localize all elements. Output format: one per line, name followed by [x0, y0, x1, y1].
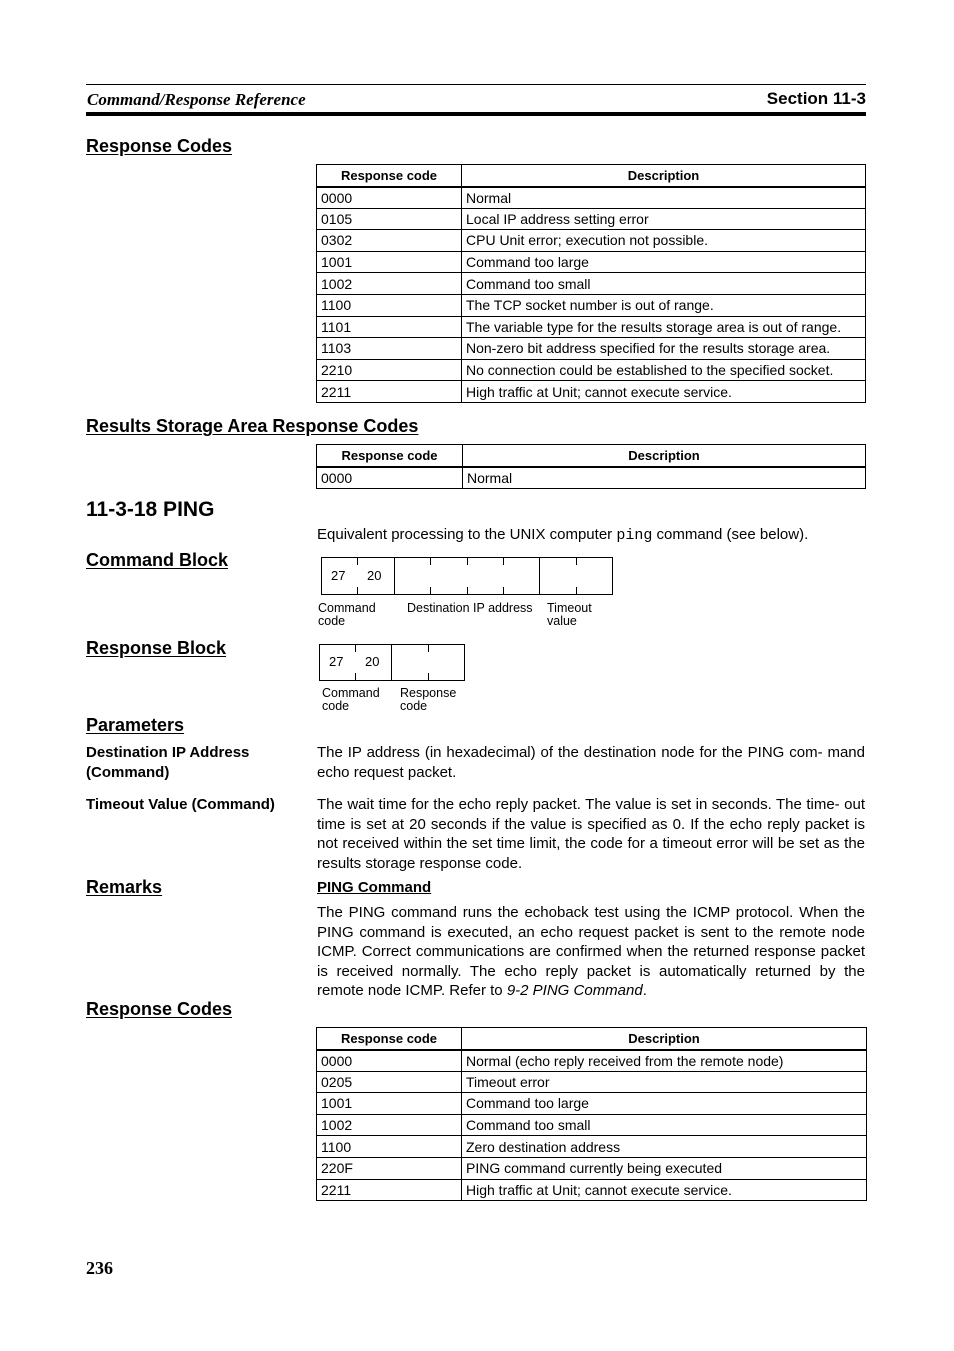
table-row: [317, 251, 866, 273]
page-number: 236: [86, 1258, 113, 1278]
description-cell: The variable type for the results storage area is out of range.: [462, 316, 866, 338]
response-block-heading: Response Block: [86, 638, 227, 658]
results-storage-table: [316, 444, 866, 489]
response-code-cell: 2210: [317, 359, 462, 381]
results-storage-heading: Results Storage Area Response Codes: [86, 416, 419, 436]
table-row: [317, 230, 866, 252]
table-row: [317, 1136, 867, 1158]
section-title: 11-3-18 PING: [86, 498, 215, 521]
col-header-code: Response code: [317, 165, 462, 187]
response-code-cell: 1100: [317, 294, 462, 316]
description-cell: Local IP address setting error: [462, 208, 866, 230]
response-byte-20: 20: [365, 654, 380, 669]
ping-response-codes-table: [316, 1027, 867, 1201]
table-row: [317, 338, 866, 360]
ping-command-subheading: PING Command: [317, 879, 432, 896]
description-cell: Normal: [462, 187, 866, 209]
remarks-heading: Remarks: [86, 877, 163, 897]
table-row: [317, 1050, 867, 1072]
response-code-cell: 0000: [317, 467, 463, 489]
description-cell: High traffic at Unit; cannot execute service.: [462, 381, 866, 403]
dest-ip-label: Destination IP address: [407, 601, 533, 615]
command-byte-27: 27: [331, 568, 346, 583]
table-row: [317, 316, 866, 338]
response-code-cell: 0105: [317, 208, 462, 230]
table-row: [317, 208, 866, 230]
table-row: [317, 1114, 867, 1136]
col-header-description: Description: [463, 445, 866, 467]
dest-ip-text: The IP address (in hexadecimal) of the destination node for the PING com- mand echo request packet.: [317, 744, 865, 781]
response-code-cell: 1100: [317, 1136, 462, 1158]
table-row: [317, 1179, 867, 1201]
header-section: Section 11-3: [766, 89, 866, 108]
description-cell: The TCP socket number is out of range.: [462, 294, 866, 316]
description-cell: Normal (echo reply received from the remote node): [462, 1050, 867, 1072]
command-code-label: Command code: [318, 601, 376, 628]
response-code-cell: 1001: [317, 251, 462, 273]
response-code-cell: 1002: [317, 273, 462, 295]
response-code-cell: 2211: [317, 1179, 462, 1201]
response-code-cell: 2211: [317, 381, 462, 403]
response-code-cell: 1002: [317, 1114, 462, 1136]
table-row: [317, 187, 866, 209]
col-header-code: Response code: [317, 445, 463, 467]
col-header-description: Description: [462, 1028, 867, 1050]
col-header-code: Response code: [317, 1028, 462, 1050]
response-code-cell: 1001: [317, 1093, 462, 1115]
description-cell: Normal: [463, 467, 866, 489]
response-code-cell: 0000: [317, 1050, 462, 1072]
response-code-label: Response code: [400, 686, 457, 713]
table-row: [317, 1157, 867, 1179]
response-command-code-label: Command code: [322, 686, 380, 713]
ping-command-reference: 9-2 PING Command: [506, 982, 643, 999]
response-code-cell: 0000: [317, 187, 462, 209]
timeout-heading: Timeout Value (Command): [86, 796, 275, 813]
response-code-cell: 0302: [317, 230, 462, 252]
response-codes-table: [316, 164, 866, 403]
table-row: [317, 359, 866, 381]
remarks-text: The PING command runs the echoback test using the ICMP protocol. When the PING command is executed, an echo request packet is sent to the remote node ICMP. Correct communications are confirmed when the returned response packet is received normally. The echo reply packet is automatically returned by the remote node ICMP. Refer to 9-2 PING Command.: [317, 904, 865, 999]
description-cell: PING command currently being executed: [462, 1157, 867, 1179]
response-codes-heading: Response Codes: [86, 136, 233, 156]
col-header-description: Description: [462, 165, 866, 187]
parameters-heading: Parameters: [86, 715, 185, 735]
timeout-text: The wait time for the echo reply packet. The value is set in seconds. The time- out time is set at 20 seconds if the value is specified as 0. If the echo reply packet is not received within the set time limit, the code for a timeout error will be set as the results storage response code.: [317, 796, 865, 872]
response-byte-27: 27: [329, 654, 344, 669]
table-row: [317, 381, 866, 403]
description-cell: High traffic at Unit; cannot execute service.: [462, 1179, 867, 1201]
response-code-cell: 220F: [317, 1157, 462, 1179]
response-code-cell: 1103: [317, 338, 462, 360]
dest-ip-heading: Destination IP Address (Command): [86, 744, 250, 781]
description-cell: Zero destination address: [462, 1136, 867, 1158]
response-code-cell: 0205: [317, 1071, 462, 1093]
table-row: [317, 1093, 867, 1115]
description-cell: Command too small: [462, 273, 866, 295]
header-top-rule: [86, 84, 866, 85]
intro-text: Equivalent processing to the UNIX computer ping command (see below).: [317, 526, 809, 544]
command-byte-20: 20: [367, 568, 382, 583]
timeout-label: Timeout value: [547, 601, 592, 628]
response-code-cell: 1101: [317, 316, 462, 338]
table-row: [317, 273, 866, 295]
command-block-heading: Command Block: [86, 550, 229, 570]
header-title: Command/Response Reference: [87, 90, 306, 109]
response-codes-heading-2: Response Codes: [86, 999, 233, 1019]
description-cell: CPU Unit error; execution not possible.: [462, 230, 866, 252]
description-cell: Command too large: [462, 251, 866, 273]
header-bottom-rule: [86, 112, 866, 116]
description-cell: Command too small: [462, 1114, 867, 1136]
table-row: [317, 467, 866, 489]
description-cell: No connection could be established to the specified socket.: [462, 359, 866, 381]
description-cell: Command too large: [462, 1093, 867, 1115]
table-row: [317, 294, 866, 316]
ping-code: ping: [616, 527, 653, 544]
description-cell: Non-zero bit address specified for the results storage area.: [462, 338, 866, 360]
description-cell: Timeout error: [462, 1071, 867, 1093]
table-row: [317, 1071, 867, 1093]
